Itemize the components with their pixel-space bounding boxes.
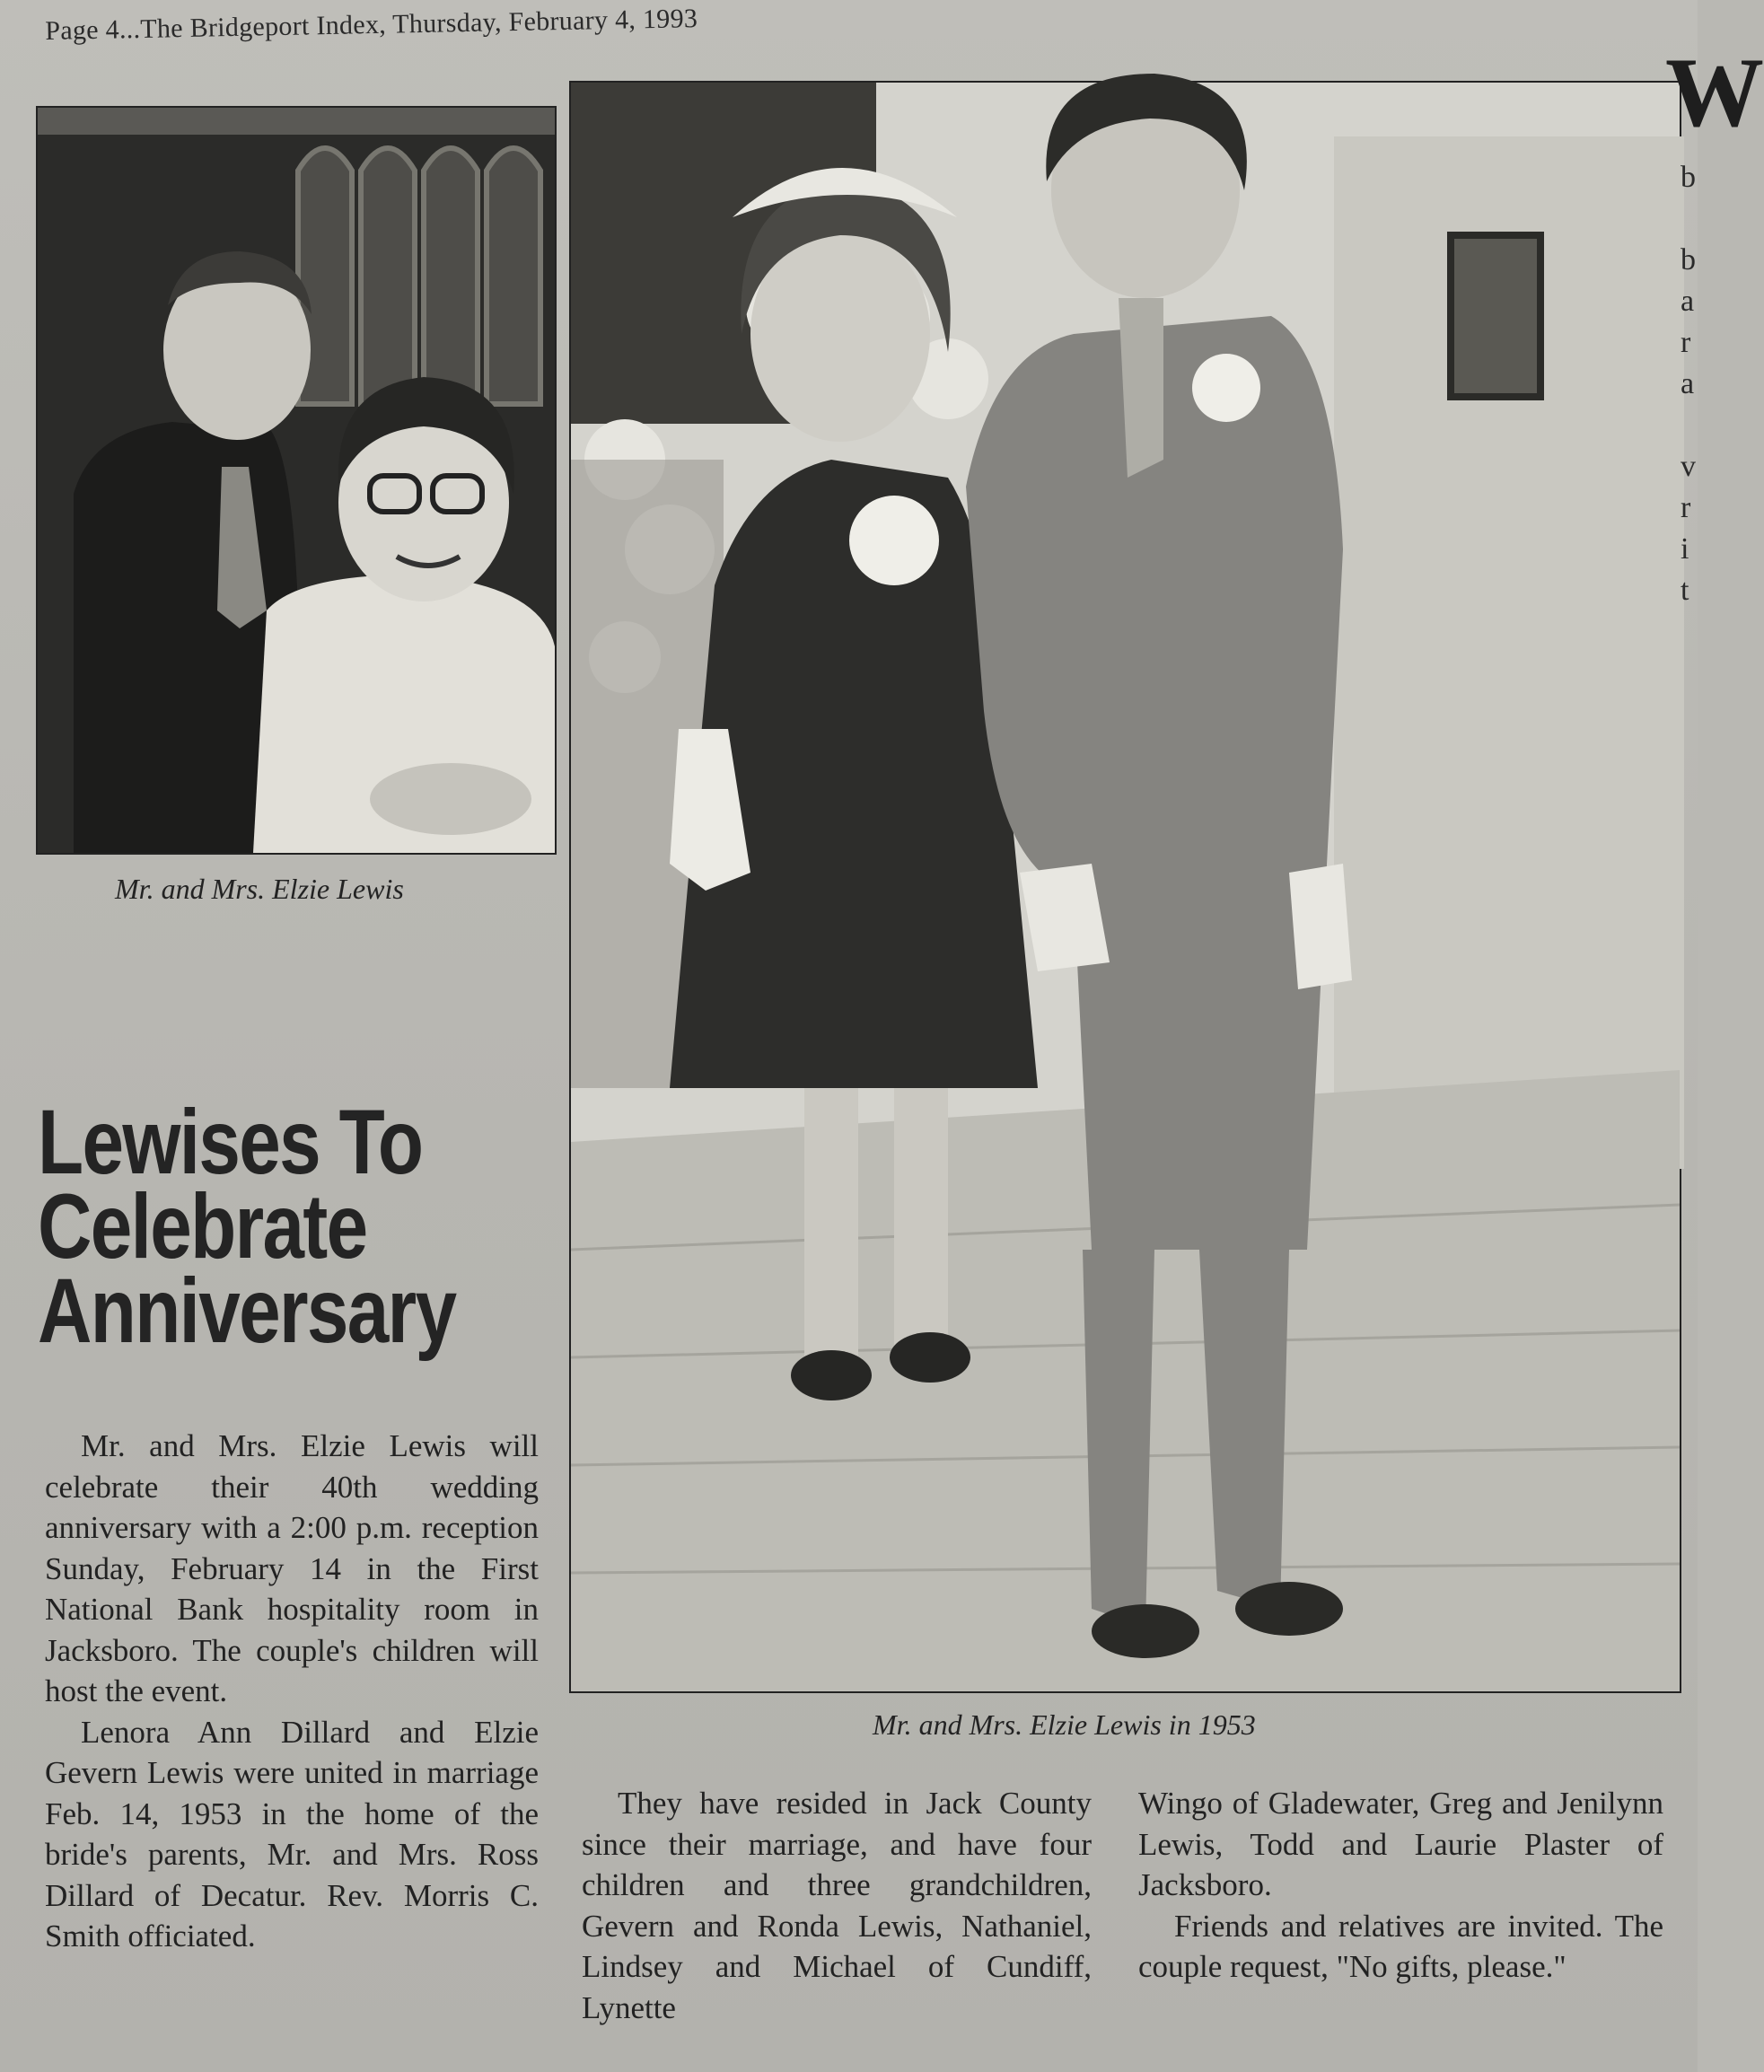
edge-letter: i <box>1681 532 1689 566</box>
adjacent-column-fragment <box>1681 157 1698 611</box>
edge-letter <box>1681 405 1698 446</box>
wedding-caption: Mr. and Mrs. Elzie Lewis in 1953 <box>873 1708 1256 1741</box>
col3-paragraph-2: Friends and relatives are invited. The couple request, "No gifts, please." <box>1138 1908 1663 1984</box>
edge-letter: a <box>1681 367 1695 400</box>
headline-line-2: Celebrate <box>38 1175 367 1277</box>
article-column-2 <box>582 1783 1092 2028</box>
col1-paragraph-1: Mr. and Mrs. Elzie Lewis will celebrate their 40th wedding anniversary with a 2:00 p.m. reception Sunday, February 14 in the First National Bank hospitality room in Jacksboro. The couple's children will host the event. <box>45 1428 539 1708</box>
adjacent-headline-fragment: W <box>1665 38 1764 147</box>
col3-paragraph-1: Wingo of Gladewater, Greg and Jenilynn Lewis, Todd and Laurie Plaster of Jacksboro. <box>1138 1786 1663 1902</box>
article-column-3 <box>1138 1783 1663 1988</box>
portrait-caption: Mr. and Mrs. Elzie Lewis <box>115 873 404 905</box>
edge-letter: r <box>1681 326 1691 359</box>
edge-letter: r <box>1681 491 1691 524</box>
couple-portrait-photo <box>36 106 557 855</box>
edge-letter: b <box>1681 243 1696 277</box>
headline-line-3: Anniversary <box>38 1260 456 1362</box>
edge-letter: v <box>1681 450 1696 483</box>
edge-letter: t <box>1681 574 1689 607</box>
edge-letter: b <box>1681 161 1696 194</box>
edge-letter: a <box>1681 285 1695 318</box>
article-column-1 <box>45 1426 539 1957</box>
headline-line-1: Lewises To <box>38 1091 423 1193</box>
wedding-photo-1953 <box>569 81 1681 1693</box>
edge-letter <box>1681 198 1698 240</box>
article-headline <box>38 1091 456 1362</box>
col1-paragraph-2: Lenora Ann Dillard and Elzie Gevern Lewis were united in marriage Feb. 14, 1953 in the home of the bride's parents, Mr. and Mrs. Ross Dillard of Decatur. Rev. Morris C. Smith officiated. <box>45 1714 539 1953</box>
page-header: Page 4...The Bridgeport Index, Thursday, February 4, 1993 <box>45 4 698 46</box>
col2-paragraph-1: They have resided in Jack County since their marriage, and have four children and three grandchildren, Gevern and Ronda Lewis, Nathaniel, Lindsey and Michael of Cundiff, Lynette <box>582 1786 1092 2025</box>
